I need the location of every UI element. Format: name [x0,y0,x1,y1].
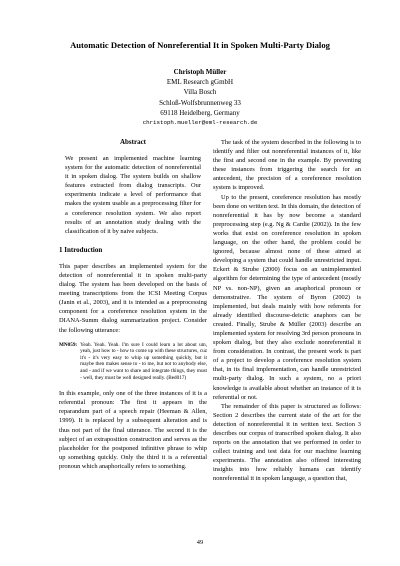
abstract-heading: Abstract [119,138,147,146]
intro-paragraph: This paper describes an implemented system for the detection of nonreferential it in spoken multi-party dialog. The system has been developed on the basis of meeting transcriptions from the ICSI Meeting Corpus (Janin et al., 2003), and it is intended as a preprocessing component for a coreference resolution system in the DIANA-Summ dialog summarization project. Consider the following utterance: [59,262,207,334]
section-heading-introduction: 1 Introduction [59,245,103,254]
affiliation-line: Villa Bosch [183,88,217,97]
left-column [59,138,207,471]
right-column [213,138,361,484]
body-paragraph: The remainder of this paper is structured as follows: Section 2 describes the current state of the art for the detection of nonreferential it in written text. Section 3 describes our corpus of transcribed spoken dialog. It also reports on the annotation that we performed in order to collect training and test data for our machine learning experiments. The annotation also offered interesting insights into how reliably humans can identify nonreferential it in spoken language, a question that, [213,402,361,483]
example-speaker-tag: MN059: [59,341,78,348]
abstract-text: We present an implemented machine learning system for the automatic detection of nonreferential it in spoken dialog. The system builds on shallow features extracted from dialog transcripts. Our experiments indicate a level of performance that makes the system usable as a preprocessing filter for a coreference resolution system. We also report results of an annotation study dealing with the classification of it by naive subjects. [65,155,201,235]
page-number: 49 [196,539,204,546]
body-paragraph: The task of the system described in the following is to identify and filter out nonreferential instances of it, like the first and second one in the example. By preventing these instances from triggering the search for an antecedent, the precision of a coreference resolution system is improved. [213,139,361,192]
paper-title: Automatic Detection of Nonreferential It in Spoken Multi-Party Dialog [70,40,330,50]
intro-paragraph: In this example, only one of the three instances of it is a referential pronoun: The first it appears in the reparandum part of a speech repair (Heeman & Allen, 1999). It is replaced by a subsequent alteration and is thus not part of the final utterance. The second it is the subject of an extraposition construction and serves as the placeholder for the postponed infinitive phrase to whip up something quickly. Only the third it is a referential pronoun which anaphorically refers to something. [59,390,207,470]
affiliation-line: Schloß-Wolfsbrunnenweg 33 [159,98,241,107]
author-email[interactable]: christoph.mueller@eml-research.de [142,119,258,127]
affiliation-line: 69118 Heidelberg, Germany [160,108,240,117]
author-block [0,67,400,128]
example-utterance [59,342,207,382]
affiliation-line: EML Research gGmbH [166,78,234,87]
body-paragraph: Up to the present, coreference resolution has mostly been done on written text. In this domain, the detection of nonreferential it has by now become a standard preprocessing step (e.g. Ng & Cardie (2002)). In the few works that exist on coreference resolution in spoken language, on the other hand, the problem could be ignored, because almost none of these aimed at developing a system that could handle unrestricted input. Eckert & Strube (2000) focus on an unimplemented algorithm for determining the type of antecedent (mostly NP vs. non-NP), given an anaphorical pronoun or demonstrative. The system of Byron (2002) is implemented, but deals mainly with how referents for already identified discourse-deictic anaphors can be created. Finally, Strube & Müller (2003) describe an implemented system for resolving 3rd person pronouns in spoken dialog, but they also exclude nonreferential it from consideration. In contrast, the present work is part of a project to develop a coreference resolution system that, in its final implementation, can handle unrestricted multi-party dialog. In such a system, no a priori knowledge is available about whether an instance of it is referential or not. [213,193,362,401]
example-text: Yeah. Yeah. Yeah. I'm sure I could learn a lot about um, yeah, just how to - how to come up with these structures, cuz it's - it's very easy to whip up something quickly, but it maybe then makes sense to - to me, but not to anybody else, and - and if we want to share and integrate things, they must - well, they must be well designed really. (Bed017) [80,341,207,381]
author-name: Christoph Müller [173,68,227,76]
